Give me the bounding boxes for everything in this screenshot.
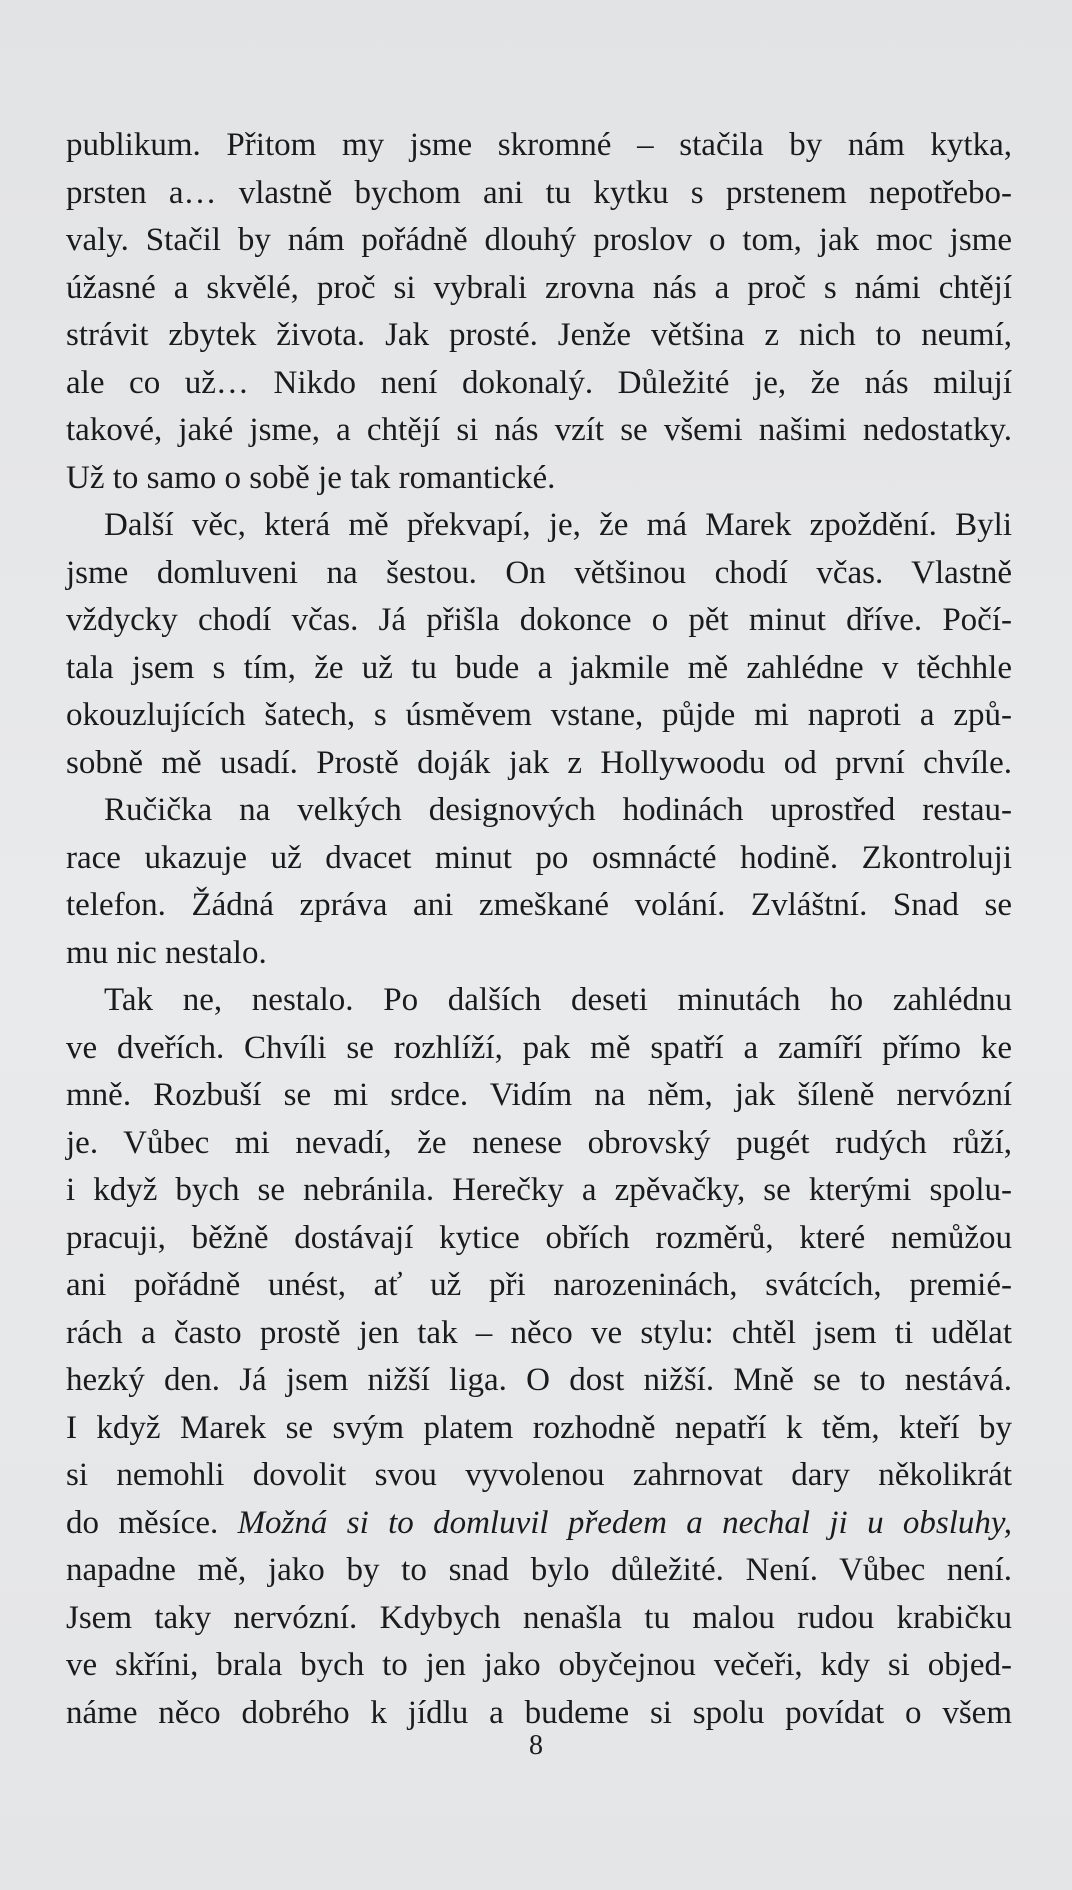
text-line: sobně mě usadí. Prostě doják jak z Hollywoodu od první chvíle. xyxy=(66,744,1012,781)
text-line: race ukazuje už dvacet minut po osmnácté hodině. Zkontroluji xyxy=(66,839,1012,876)
text-line: pracuji, běžně dostávají kytice obřích rozměrů, které nemůžou xyxy=(66,1219,1012,1256)
text-line: takové, jaké jsme, a chtějí si nás vzít se všemi našimi nedostatky. xyxy=(66,412,1012,448)
text-line: je. Vůbec mi nevadí, že nenese obrovský pugét rudých růží, xyxy=(66,1124,1012,1161)
page-number: 8 xyxy=(529,1730,543,1761)
text-line: Jsem taky nervózní. Kdybych nenašla tu malou rudou krabičku xyxy=(66,1599,1012,1636)
text-line: si nemohli dovolit svou vyvolenou zahrnovat dary několikrát xyxy=(66,1457,1012,1493)
text-line: mu nic nestalo. xyxy=(66,934,267,971)
text-line: Další věc, která mě překvapí, je, že má Marek zpoždění. Byli xyxy=(104,507,1012,543)
text-line: Ručička na velkých designových hodinách uprostřed restau- xyxy=(104,792,1012,828)
text-line: rách a často prostě jen tak – něco ve stylu: chtěl jsem ti udělat xyxy=(66,1314,1012,1351)
text-line: mně. Rozbuší se mi srdce. Vidím na něm, jak šíleně nervózní xyxy=(66,1077,1012,1113)
text-line: i když bych se nebránila. Herečky a zpěvačky, se kterými spolu- xyxy=(66,1172,1012,1208)
text-line: ale co už… Nikdo není dokonalý. Důležité je, že nás milují xyxy=(66,364,1012,401)
text-line: okouzlujících šatech, s úsměvem vstane, půjde mi naproti a způ- xyxy=(66,697,1012,733)
line-start: do měsíce. xyxy=(66,1504,238,1541)
text-line: prsten a… vlastně bychom ani tu kytku s prstenem nepotřebo- xyxy=(66,174,1012,211)
text-line: hezký den. Já jsem nižší liga. O dost nižší. Mně se to nestává. xyxy=(66,1362,1012,1398)
text-line: úžasné a skvělé, proč si vybrali zrovna nás a proč s námi chtějí xyxy=(66,269,1012,306)
text-line-with-italic xyxy=(66,1500,1012,1548)
text-line: tala jsem s tím, že už tu bude a jakmile mě zahlédne v těchhle xyxy=(66,649,1012,686)
text-line: Tak ne, nestalo. Po dalších deseti minutách ho zahlédnu xyxy=(104,982,1012,1018)
text-line: náme něco dobrého k jídlu a budeme si spolu povídat o všem xyxy=(66,1694,1012,1731)
text-line: valy. Stačil by nám pořádně dlouhý proslov o tom, jak moc jsme xyxy=(66,222,1012,258)
text-line: Už to samo o sobě je tak romantické. xyxy=(66,459,556,496)
text-line: ve dveřích. Chvíli se rozhlíží, pak mě spatří a zamíří přímo ke xyxy=(66,1029,1012,1066)
text-line: jsme domluveni na šestou. On většinou chodí včas. Vlastně xyxy=(66,554,1012,591)
text-line: publikum. Přitom my jsme skromné – stačila by nám kytka, xyxy=(66,127,1012,163)
body-text xyxy=(66,122,1012,1737)
text-line: napadne mě, jako by to snad bylo důležité. Není. Vůbec není. xyxy=(66,1552,1012,1588)
text-line: I když Marek se svým platem rozhodně nepatří k těm, kteří by xyxy=(66,1409,1012,1446)
italic-thought: Možná si to domluvil předem a nechal ji u obsluhy, xyxy=(237,1504,1012,1541)
text-line: ani pořádně unést, ať už při narozeninách, svátcích, premié- xyxy=(66,1267,1012,1303)
text-line: strávit zbytek života. Jak prosté. Jenže většina z nich to neumí, xyxy=(66,317,1012,353)
text-line: vždycky chodí včas. Já přišla dokonce o pět minut dříve. Počí- xyxy=(66,602,1012,638)
text-line: ve skříni, brala bych to jen jako obyčejnou večeři, kdy si objed- xyxy=(66,1647,1012,1683)
text-line: telefon. Žádná zpráva ani zmeškané volání. Zvláštní. Snad se xyxy=(66,887,1012,923)
